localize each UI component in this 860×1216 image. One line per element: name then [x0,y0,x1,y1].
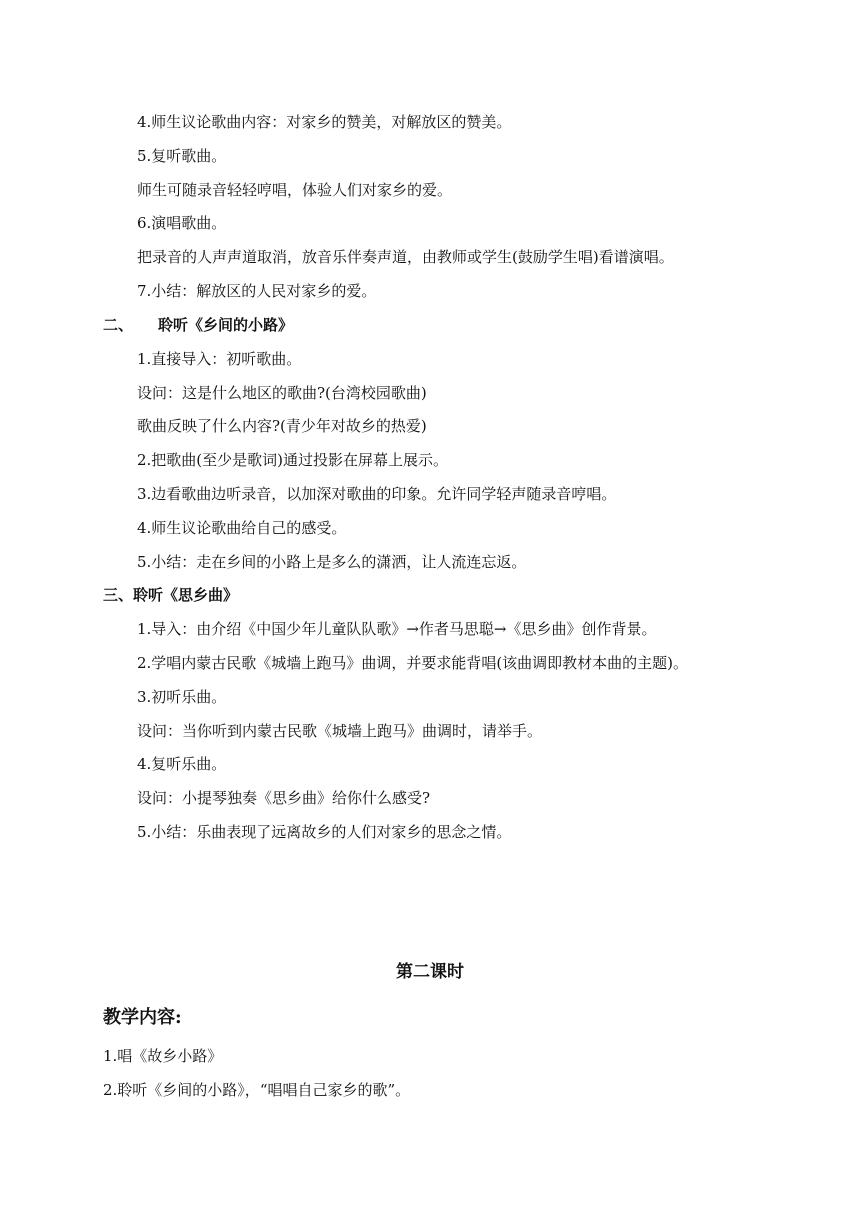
text-line: 2.把歌曲(至少是歌词)通过投影在屏幕上展示。 [137,451,449,469]
text-line: 4.师生议论歌曲内容：对家乡的赞美，对解放区的赞美。 [137,113,512,131]
list-item: 2.聆听《乡间的小路》，“唱唱自己家乡的歌”。 [103,1081,411,1099]
text-line: 设问：这是什么地区的歌曲?(台湾校园歌曲) [137,384,427,402]
text-line: 设问：当你听到内蒙古民歌《城墙上跑马》曲调时，请举手。 [137,722,543,740]
text-line: 5.复听歌曲。 [137,147,227,165]
section-heading: 三、聆听《思乡曲》 [103,586,239,604]
section-heading: 聆听《乡间的小路》 [158,316,294,334]
text-line: 4.复听乐曲。 [137,755,227,773]
text-line: 2.学唱内蒙古民歌《城墙上跑马》曲调，并要求能背唱(该曲调即教材本曲的主题)。 [137,654,689,672]
text-line: 设问：小提琴独奏《思乡曲》给你什么感受? [137,789,431,807]
text-line: 师生可随录音轻轻哼唱，体验人们对家乡的爱。 [137,181,453,199]
lesson-title: 第二课时 [396,962,464,982]
text-line: 5.小结：走在乡间的小路上是多么的潇洒，让人流连忘返。 [137,553,527,571]
text-line: 6.演唱歌曲。 [137,214,227,232]
text-line: 4.师生议论歌曲给自己的感受。 [137,519,347,537]
text-line: 5.小结：乐曲表现了远离故乡的人们对家乡的思念之情。 [137,823,512,841]
content-heading: 教学内容: [103,1007,182,1028]
text-line: 1.导入：由介绍《中国少年儿童队队歌》→作者马思聪→《思乡曲》创作背景。 [137,620,657,638]
section-heading-number: 二、 [103,316,134,334]
text-line: 3.初听乐曲。 [137,688,227,706]
text-line: 歌曲反映了什么内容?(青少年对故乡的热爱) [137,417,427,435]
text-line: 1.直接导入：初听歌曲。 [137,350,302,368]
text-line: 把录音的人声声道取消，放音乐伴奏声道，由教师或学生(鼓励学生唱)看谱演唱。 [137,248,674,266]
list-item: 1.唱《故乡小路》 [103,1047,223,1065]
text-line: 3.边看歌曲边听录音，以加深对歌曲的印象。允许同学轻声随录音哼唱。 [137,485,617,503]
text-line: 7.小结：解放区的人民对家乡的爱。 [137,282,377,300]
